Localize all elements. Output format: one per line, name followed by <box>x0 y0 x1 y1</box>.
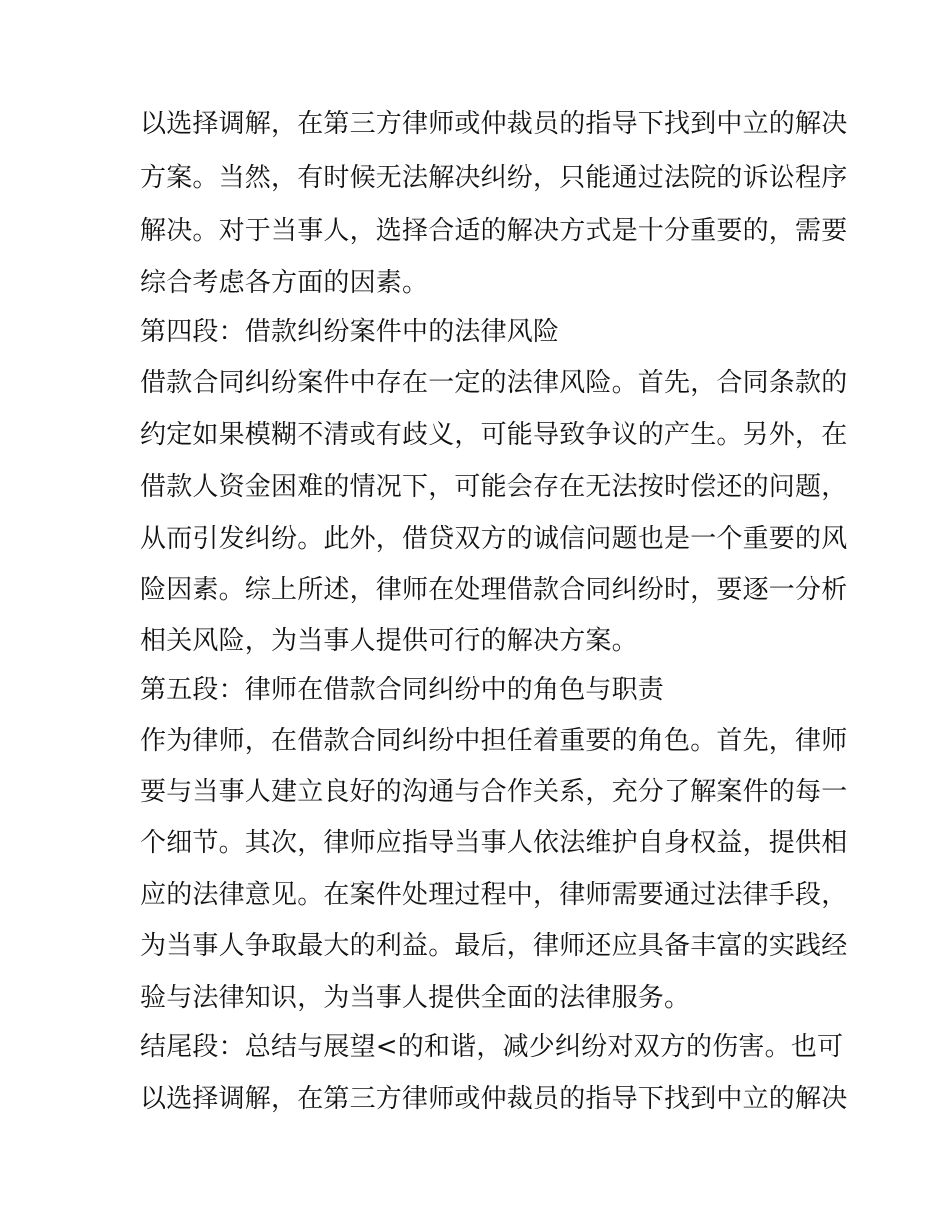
text-line: 借款合同纠纷案件中存在一定的法律风险。首先，合同条款的 <box>140 368 848 398</box>
text-line: 要与当事人建立良好的沟通与合作关系，充分了解案件的每一 <box>140 777 848 807</box>
text-line: 从而引发纠纷。此外，借贷双方的诚信问题也是一个重要的风 <box>140 524 848 554</box>
text-line: 约定如果模糊不清或有歧义，可能导致争议的产生。另外，在 <box>140 420 848 450</box>
text-line: 综合考虑各方面的因素。 <box>140 268 429 298</box>
text-line: 个细节。其次，律师应指导当事人依法维护自身权益，提供相 <box>140 828 848 858</box>
section-heading-end: 结尾段：总结与展望<的和谐，减少纠纷对双方的伤害。也可 <box>140 1032 844 1062</box>
text-line: 相关风险，为当事人提供可行的解决方案。 <box>140 626 638 656</box>
text-line: 解决。对于当事人，选择合适的解决方式是十分重要的，需要 <box>140 216 848 246</box>
text-line: 险因素。综上所述，律师在处理借款合同纠纷时，要逐一分析 <box>140 575 848 605</box>
section-heading-4: 第四段：借款纠纷案件中的法律风险 <box>140 317 560 347</box>
text-line: 方案。当然，有时候无法解决纠纷，只能通过法院的诉讼程序 <box>140 163 848 193</box>
text-line: 以选择调解，在第三方律师或仲裁员的指导下找到中立的解决 <box>140 1084 848 1114</box>
text-line: 验与法律知识，为当事人提供全面的法律服务。 <box>140 983 691 1013</box>
text-line: 借款人资金困难的情况下，可能会存在无法按时偿还的问题， <box>140 472 848 502</box>
text-line: 作为律师，在借款合同纠纷中担任着重要的角色。首先，律师 <box>140 726 848 756</box>
text-line: 以选择调解，在第三方律师或仲裁员的指导下找到中立的解决 <box>140 109 848 139</box>
text-line: 为当事人争取最大的利益。最后，律师还应具备丰富的实践经 <box>140 931 848 961</box>
text-line: 应的法律意见。在案件处理过程中，律师需要通过法律手段， <box>140 880 848 910</box>
section-heading-5: 第五段：律师在借款合同纠纷中的角色与职责 <box>140 675 665 705</box>
